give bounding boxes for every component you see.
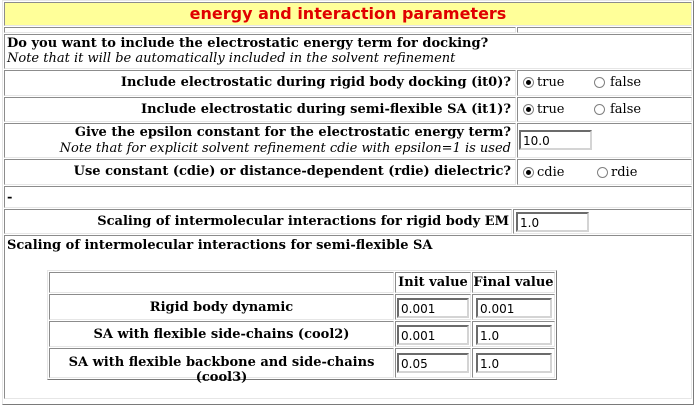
epsilon-input-cell — [517, 123, 692, 158]
epsilon-note: Note that for explicit solvent refinement cdie with epsilon=1 is used — [59, 141, 511, 156]
rigid-em-label-cell — [4, 209, 512, 234]
scaling-final-cell — [472, 321, 555, 347]
cool3-init-input[interactable]: 0.05 — [397, 353, 469, 373]
semi-flex-label: Scaling of intermolecular interactions for semi-flexible SA — [7, 238, 433, 253]
scaling-row-label: Rigid body dynamic — [149, 300, 294, 315]
rdie-label: rdie — [611, 165, 638, 180]
it1-false-label: false — [610, 102, 642, 117]
epsilon-input[interactable]: 10.0 — [519, 130, 592, 150]
it1-options-cell — [517, 97, 692, 122]
it1-false-radio[interactable] — [594, 104, 605, 115]
electrostatic-question: Do you want to include the electrostatic energy term for docking? — [7, 36, 489, 51]
scaling-init-cell — [395, 294, 471, 320]
epsilon-label-cell — [4, 123, 516, 158]
it0-true-label: true — [537, 75, 565, 90]
it0-false-radio[interactable] — [594, 77, 605, 88]
dielectric-label: Use constant (cdie) or distance-dependent (rdie) dielectric? — [73, 164, 511, 179]
spacer-row-left — [4, 27, 516, 33]
scaling-init-cell — [395, 348, 471, 378]
rdie-radio[interactable] — [597, 167, 608, 178]
it0-true-radio[interactable] — [523, 77, 534, 88]
scaling-row-label: SA with flexible backbone and side-chains (cool3) — [68, 355, 375, 385]
rigid-dynamic-init-input[interactable]: 0.001 — [397, 298, 469, 318]
col-init-header-cell — [395, 272, 471, 293]
section-header — [4, 2, 692, 26]
spacer-row-right — [517, 27, 692, 33]
scaling-init-cell — [395, 321, 471, 347]
col-final-header-cell — [472, 272, 555, 293]
rigid-dynamic-final-input[interactable]: 0.001 — [476, 298, 552, 318]
it1-true-radio[interactable] — [523, 104, 534, 115]
scaling-row-label-cell — [49, 294, 394, 320]
it0-label-cell — [4, 70, 516, 96]
dielectric-options-cell — [517, 159, 692, 185]
rigid-em-label: Scaling of intermolecular interactions for rigid body EM — [97, 214, 509, 229]
scaling-final-cell — [472, 294, 555, 320]
cdie-label: cdie — [537, 165, 565, 180]
it0-false-label: false — [610, 75, 642, 90]
scaling-final-cell — [472, 348, 555, 378]
dielectric-label-cell — [4, 159, 516, 185]
it1-true-label: true — [537, 102, 565, 117]
rigid-em-input-cell — [513, 209, 692, 234]
cool3-final-input[interactable]: 1.0 — [476, 353, 552, 373]
section-title: energy and interaction parameters — [189, 4, 507, 23]
rigid-em-input[interactable]: 1.0 — [516, 212, 589, 232]
electrostatic-question-row — [4, 34, 692, 69]
col-final-header: Final value — [473, 275, 554, 290]
electrostatic-note: Note that it will be automatically included in the solvent refinement — [7, 51, 456, 66]
it0-options-cell — [517, 70, 692, 96]
it0-label: Include electrostatic during rigid body docking (it0)? — [120, 75, 511, 90]
scaling-row-label-cell — [49, 348, 394, 385]
cool2-final-input[interactable]: 1.0 — [476, 325, 552, 345]
scaling-row-label-cell — [49, 321, 394, 347]
col-init-header: Init value — [398, 275, 468, 290]
cool2-init-input[interactable]: 0.001 — [397, 325, 469, 345]
scaling-row-label: SA with flexible side-chains (cool2) — [93, 327, 350, 342]
it1-label: Include electrostatic during semi-flexible SA (it1)? — [141, 102, 511, 117]
separator-row — [4, 186, 692, 208]
separator-text: - — [7, 190, 13, 205]
epsilon-label: Give the epsilon constant for the electrostatic energy term? — [74, 125, 511, 140]
scaling-header-blank — [49, 272, 394, 293]
cdie-radio[interactable] — [523, 167, 534, 178]
it1-label-cell — [4, 97, 516, 122]
